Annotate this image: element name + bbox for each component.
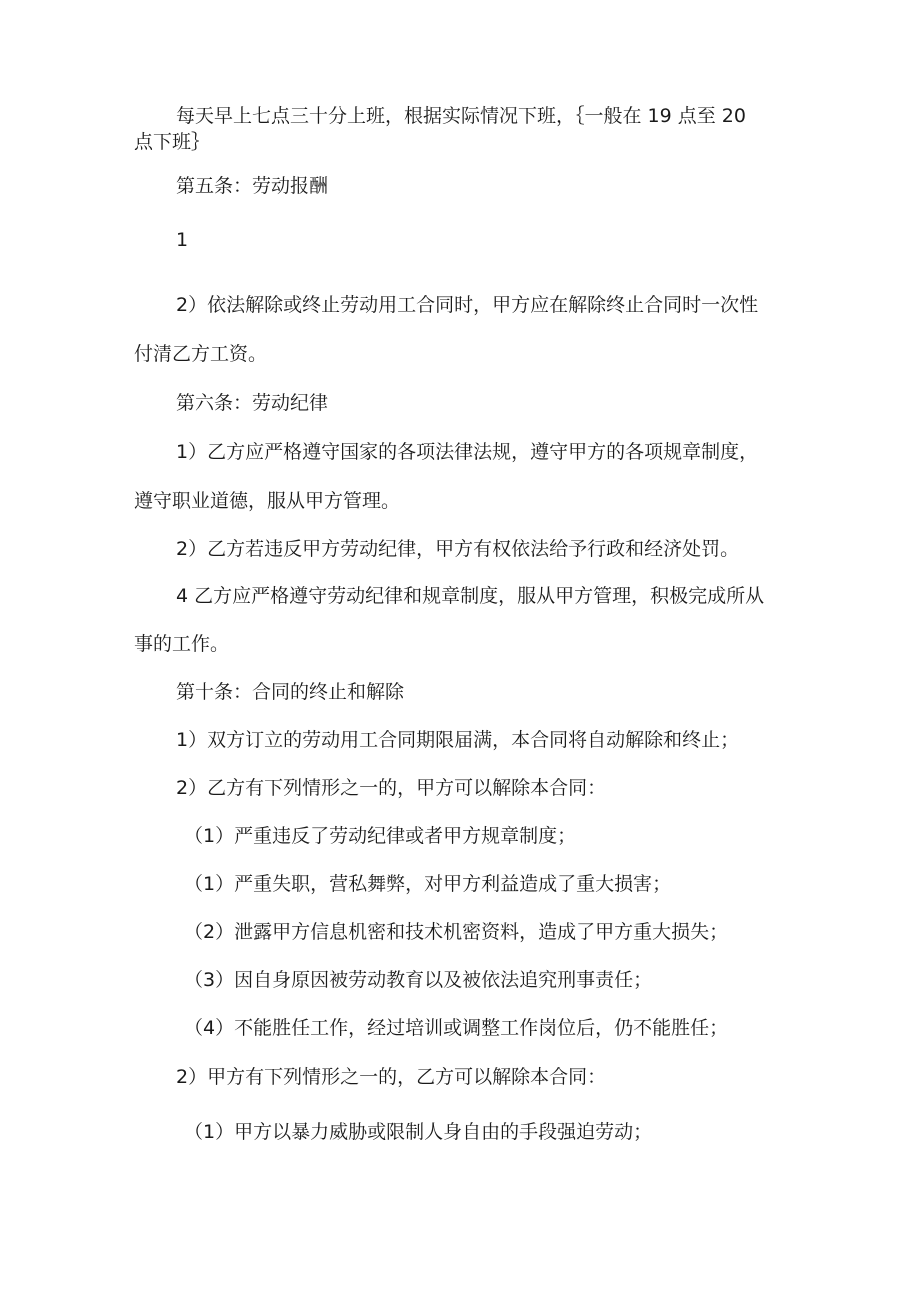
paragraph-line: 1）乙方应严格遵守国家的各项法律法规，遵守甲方的各项规章制度， [176,441,759,463]
list-item: （1）严重违反了劳动纪律或者甲方规章制度； [184,825,577,847]
paragraph-line: 1）双方订立的劳动用工合同期限届满，本合同将自动解除和终止； [176,729,740,751]
paragraph-line: 点下班｝ [134,131,211,153]
list-item: （4）不能胜任工作，经过培训或调整工作岗位后，仍不能胜任； [184,1017,729,1039]
paragraph-line: 遵守职业道德，服从甲方管理。 [134,490,401,512]
paragraph-line: 4 乙方应严格遵守劳动纪律和规章制度，服从甲方管理，积极完成所从 [176,585,765,607]
list-item: （2）泄露甲方信息机密和技术机密资料，造成了甲方重大损失； [184,921,729,943]
section-heading: 第六条：劳动纪律 [176,392,329,414]
paragraph-line: 2）乙方有下列情形之一的，甲方可以解除本合同： [176,777,607,799]
list-item: （1）严重失职，营私舞弊，对甲方利益造成了重大损害； [184,873,672,895]
paragraph-line: 1 [176,229,189,251]
paragraph-line: 2）乙方若违反甲方劳动纪律，甲方有权依法给予行政和经济处罚。 [176,538,740,560]
list-item: （1）甲方以暴力威胁或限制人身自由的手段强迫劳动； [184,1121,653,1143]
paragraph-line: 2）甲方有下列情形之一的，乙方可以解除本合同： [176,1066,607,1088]
paragraph-line: 2）依法解除或终止劳动用工合同时，甲方应在解除终止合同时一次性 [176,294,759,316]
paragraph-line: 事的工作。 [134,633,230,655]
list-item: （3）因自身原因被劳动教育以及被依法追究刑事责任； [184,969,653,991]
section-heading: 第五条：劳动报酬 [176,175,329,197]
paragraph-line: 付清乙方工资。 [134,343,268,365]
section-heading: 第十条：合同的终止和解除 [176,681,405,703]
paragraph-line: 每天早上七点三十分上班，根据实际情况下班，｛一般在 19 点至 20 [176,105,746,127]
